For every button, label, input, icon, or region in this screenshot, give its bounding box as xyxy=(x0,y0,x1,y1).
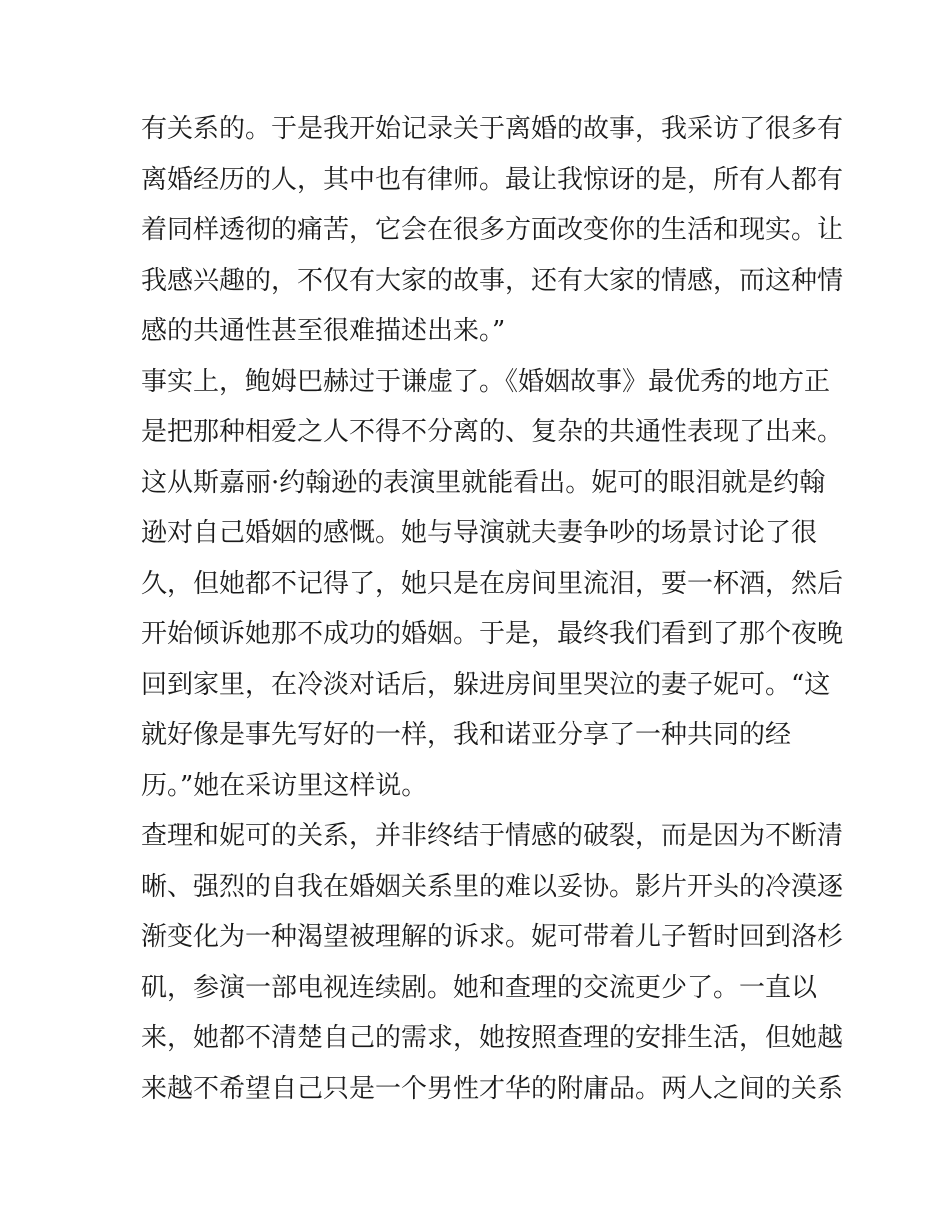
body-text xyxy=(141,104,844,1114)
text-line: 着同样透彻的痛苦，它会在很多方面改变你的生活和现实。让 xyxy=(141,215,844,245)
text-line: 来越不希望自己只是一个男性才华的附庸品。两人之间的关系 xyxy=(141,1073,844,1104)
text-line: 久，但她都不记得了，她只是在房间里流泪，要一杯酒，然后 xyxy=(141,568,844,599)
text-line: 事实上，鲍姆巴赫过于谦虚了。《婚姻故事》最优秀的地方正 xyxy=(141,366,831,397)
text-line: 逊对自己婚姻的感慨。她与导演就夫妻争吵的场景讨论了很 xyxy=(141,518,818,548)
text-line: 就好像是事先写好的一样，我和诺亚分享了一种共同的经 xyxy=(141,720,792,750)
text-line: 离婚经历的人，其中也有律师。最让我惊讶的是，所有人都有 xyxy=(141,164,844,195)
text-line: 历。”她在采访里这样说。 xyxy=(141,770,428,801)
text-line: 渐变化为一种渴望被理解的诉求。妮可带着儿子暂时回到洛杉 xyxy=(141,922,844,952)
text-line: 回到家里，在冷淡对话后，躲进房间里哭泣的妻子妮可。“这 xyxy=(141,669,831,700)
text-line: 有关系的。于是我开始记录关于离婚的故事，我采访了很多有 xyxy=(141,114,844,144)
text-line: 我感兴趣的，不仅有大家的故事，还有大家的情感，而这种情 xyxy=(141,265,844,296)
text-line: 查理和妮可的关系，并非终结于情感的破裂，而是因为不断清 xyxy=(141,821,844,851)
text-line: 感的共通性甚至很难描述出来。” xyxy=(141,316,506,346)
text-line: 晰、强烈的自我在婚姻关系里的难以妥协。影片开头的冷漠逐 xyxy=(141,871,844,902)
text-line: 这从斯嘉丽·约翰逊的表演里就能看出。妮可的眼泪就是约翰 xyxy=(141,467,826,498)
text-line: 是把那种相爱之人不得不分离的、复杂的共通性表现了出来。 xyxy=(141,417,844,447)
text-line: 来，她都不清楚自己的需求，她按照查理的安排生活，但她越 xyxy=(141,1023,844,1053)
text-line: 开始倾诉她那不成功的婚姻。于是，最终我们看到了那个夜晚 xyxy=(141,619,844,649)
text-line: 矶，参演一部电视连续剧。她和查理的交流更少了。一直以 xyxy=(141,972,818,1003)
